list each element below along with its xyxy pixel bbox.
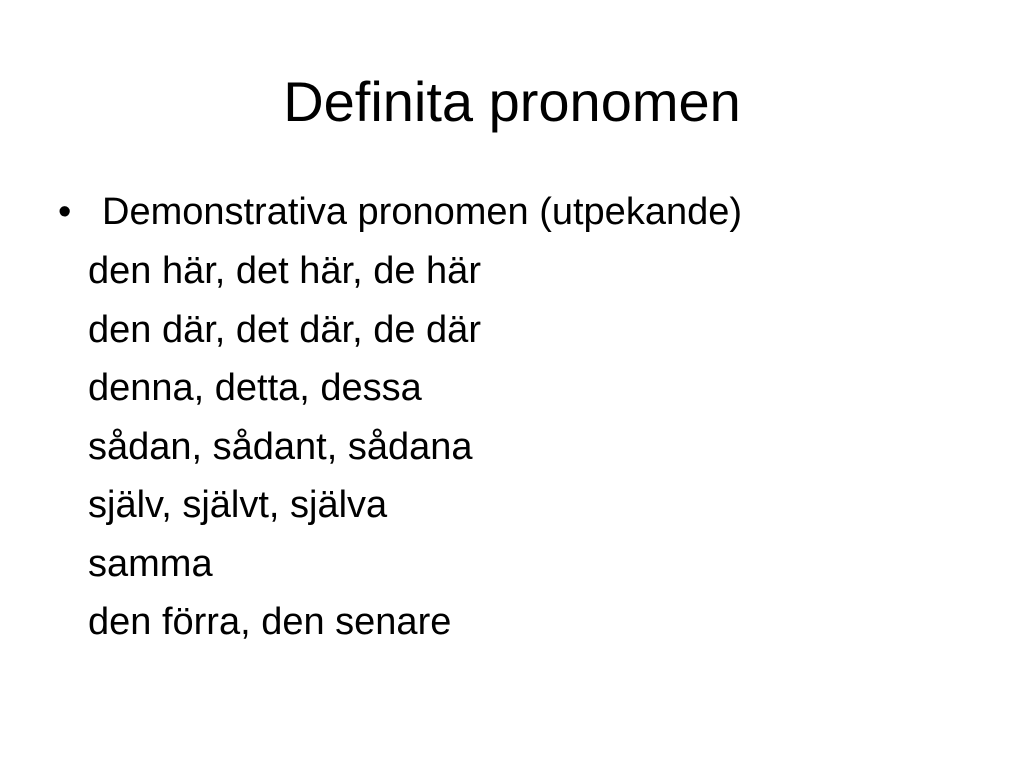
bullet-dot-icon: • (58, 191, 72, 233)
pronoun-line: den där, det där, de där (88, 308, 481, 351)
pronoun-line: samma (88, 542, 213, 585)
bullet-text: Demonstrativa pronomen (utpekande) (102, 191, 743, 233)
pronoun-line: själv, självt, själva (88, 484, 388, 526)
pronoun-line: denna, detta, dessa (88, 367, 422, 409)
pronoun-line: den här, det här, de här (88, 250, 481, 292)
bullet-item (58, 190, 742, 236)
pronoun-list (88, 248, 481, 658)
slide-title: Definita pronomen (283, 70, 741, 133)
pronoun-line: sådan, sådant, sådana (88, 425, 473, 468)
pronoun-line: den förra, den senare (88, 601, 452, 643)
